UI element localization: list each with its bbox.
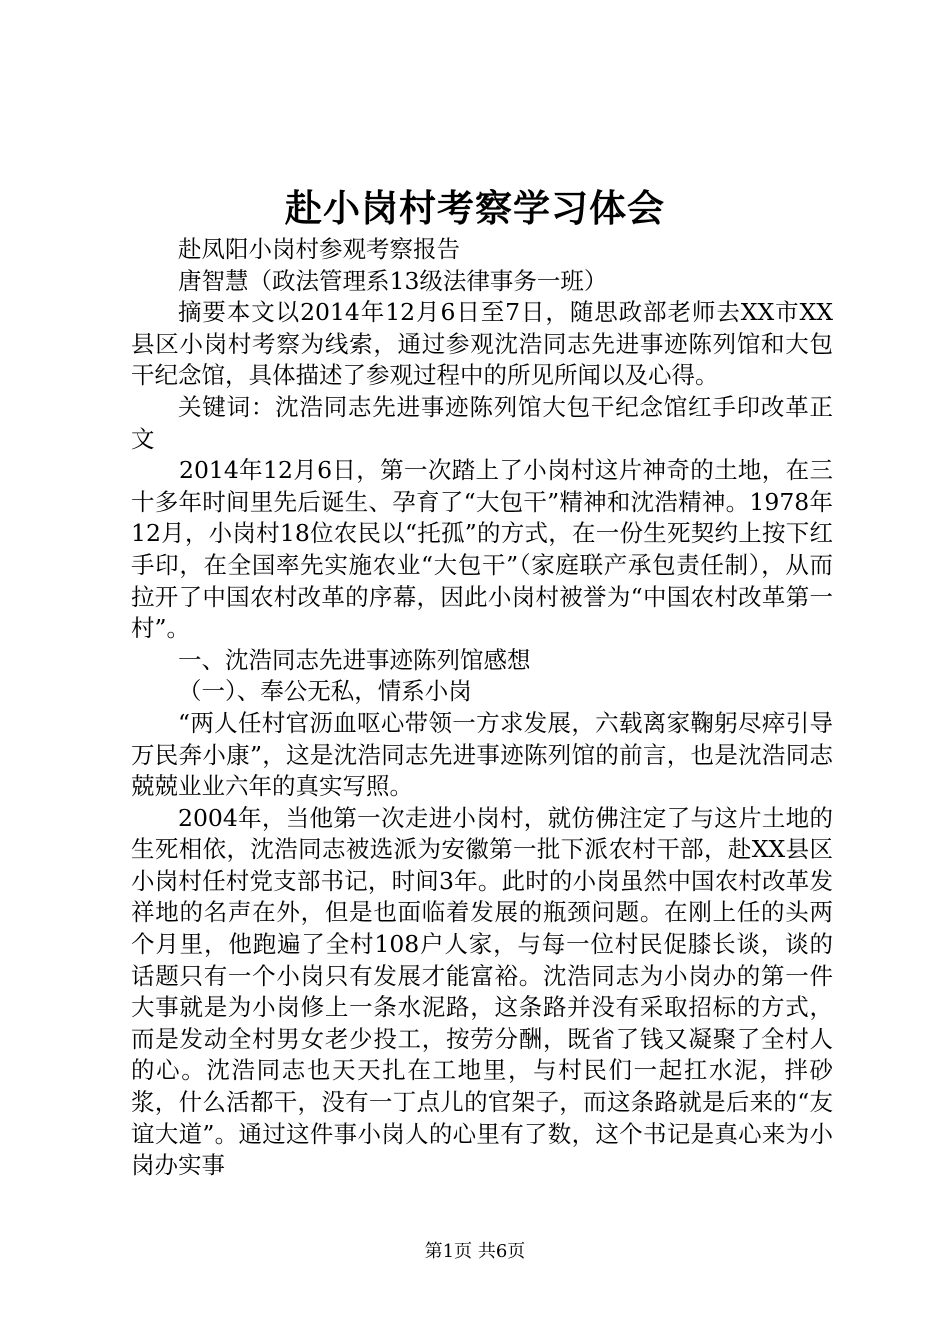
- paragraph: 摘要本文以2014年12月6日至7日，随思政部老师去XX市XX县区小岗村考察为线索，通过参观沈浩同志先进事迹陈列馆和大包干纪念馆，具体描述了参观过程中的所见所闻以及心得。: [131, 298, 833, 390]
- paragraph: 赴凤阳小岗村参观考察报告: [178, 235, 460, 263]
- subsection-heading: （一）、奉公无私，情系小岗: [178, 677, 472, 706]
- paragraph: 2004年，当他第一次走进小岗村，就仿佛注定了与这片土地的生死相依，沈浩同志被选派为安徽第一批下派农村干部，赴XX县区小岗村任村党支部书记，时间3年。此时的小岗虽然中国农村改革发祥地的名声在外，但是也面临着发展的瓶颈问题。在刚上任的头两个月里，他跑遍了全村108户人家，与每一位村民促膝长谈，谈的话题只有一个小岗只有发展才能富裕。沈浩同志为小岗办的第一件大事就是为小岗修上一条水泥路，这条路并没有采取招标的方式，而是发动全村男女老少投工，按劳分酬，既省了钱又凝聚了全村人的心。沈浩同志也天天扎在工地里，与村民们一起扛水泥，拌砂浆，什么活都干，没有一丁点儿的官架子，而这条路就是后来的“友谊大道”。通过这件事小岗人的心里有了数，这个书记是真心来为小岗办实事: [131, 803, 833, 1180]
- document-title: 赴小岗村考察学习体会: [285, 186, 665, 230]
- paragraph: 2014年12月6日，第一次踏上了小岗村这片神奇的土地，在三十多年时间里先后诞生、孕育了“大包干”精神和沈浩精神。1978年12月，小岗村18位农民以“托孤”的方式，在一份生死契约上按下红手印，在全国率先实施农业“大包干”（家庭联产承包责任制），从而拉开了中国农村改革的序幕，因此小岗村被誉为“中国农村改革第一村”。: [131, 456, 833, 643]
- paragraph: 关键词：沈浩同志先进事迹陈列馆大包干纪念馆红手印改革正文: [131, 392, 833, 453]
- paragraph: 唐智慧（政法管理系13级法律事务一班）: [178, 266, 608, 295]
- document-body: [131, 234, 833, 1182]
- section-heading: 一、沈浩同志先进事迹陈列馆感想: [178, 645, 531, 674]
- paragraph: “两人任村官沥血呕心带领一方求发展，六载离家鞠躬尽瘁引导万民奔小康”，这是沈浩同志先进事迹陈列馆的前言，也是沈浩同志兢兢业业六年的真实写照。: [131, 708, 833, 801]
- page-footer: 第1页 共6页: [424, 1241, 526, 1262]
